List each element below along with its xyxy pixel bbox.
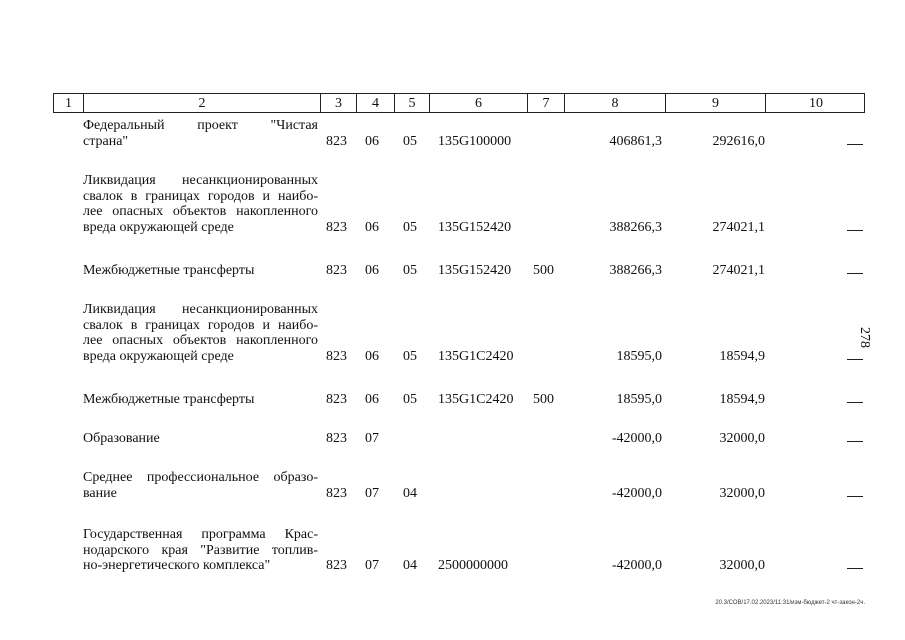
cell-c3: 823: [326, 348, 347, 364]
row-name-line: Среднее профессиональное образо-: [83, 470, 318, 485]
cell-c3: 823: [326, 263, 347, 278]
cell-c8: 388266,3: [609, 263, 662, 278]
cell-c7: 500: [533, 392, 554, 407]
header-col-6: 6: [430, 94, 528, 112]
row-name-line: страна": [83, 133, 129, 149]
cell-c5: 04: [403, 485, 417, 501]
cell-c5: 05: [403, 392, 417, 407]
cell-c3: 823: [326, 133, 347, 149]
cell-c9: 18594,9: [719, 348, 765, 364]
row-name-line: лее опасных объектов накопленного: [83, 333, 318, 348]
dash-mark: [847, 496, 863, 497]
cell-c8: 18595,0: [616, 348, 662, 364]
cell-c4: 06: [365, 133, 379, 149]
row-name: [83, 431, 318, 447]
cell-c6: 2500000000: [438, 558, 508, 573]
cell-c4: 06: [365, 392, 379, 407]
row-name-line: Межбюджетные трансферты: [83, 263, 255, 278]
row-name-line: вание: [83, 485, 117, 501]
cell-c9: 32000,0: [719, 485, 765, 501]
dash-mark: [847, 441, 863, 442]
header-col-5: 5: [395, 94, 430, 112]
table-header: [53, 93, 865, 113]
cell-c8: -42000,0: [611, 431, 662, 446]
header-col-1: 1: [54, 94, 84, 112]
header-col-10: 10: [809, 96, 823, 111]
cell-c3: 823: [326, 219, 347, 235]
row-name: [83, 302, 318, 364]
cell-c5: 05: [403, 133, 417, 149]
header-col-9: 9: [666, 94, 766, 112]
cell-c4: 07: [365, 558, 379, 573]
cell-c9: 32000,0: [719, 431, 765, 446]
cell-c5: 04: [403, 558, 417, 573]
cell-c5: 05: [403, 263, 417, 278]
row-name-line: вреда окружающей среде: [83, 219, 234, 235]
cell-c7: 500: [533, 263, 554, 278]
cell-c6: 135G100000: [438, 133, 512, 149]
footer-stamp: 20.3/СОВ/17.02.2023/11:31/изм-бюджет-2 чт-закон-2ч.: [715, 600, 865, 606]
dash-mark: [847, 402, 863, 403]
row-name: [83, 470, 318, 501]
page-number: 278: [857, 327, 872, 348]
row-name: [83, 263, 318, 279]
row-name-line: лее опасных объектов накопленного: [83, 204, 318, 219]
cell-c9: 274021,1: [712, 219, 765, 235]
row-name-line: нодарского края "Развитие топлив-: [83, 542, 318, 558]
cell-c4: 06: [365, 219, 379, 235]
cell-c8: 406861,3: [609, 133, 662, 149]
cell-c4: 06: [365, 348, 379, 364]
cell-c8: 388266,3: [609, 219, 662, 235]
row-name-line: вреда окружающей среде: [83, 348, 234, 364]
cell-c4: 06: [365, 263, 379, 278]
dash-mark: [847, 230, 863, 231]
cell-c3: 823: [326, 431, 347, 446]
cell-c6: 135G1C2420: [438, 392, 514, 407]
cell-c6: 135G152420: [438, 219, 512, 235]
cell-c6: 135G152420: [438, 263, 512, 278]
cell-c3: 823: [326, 558, 347, 573]
row-name-line: свалок в границах городов и наибо-: [83, 188, 318, 204]
cell-c3: 823: [326, 485, 347, 501]
cell-c9: 32000,0: [719, 558, 765, 573]
cell-c6: 135G1C2420: [438, 348, 514, 364]
row-name-line: Ликвидация несанкционированных: [83, 173, 318, 188]
cell-c3: 823: [326, 392, 347, 407]
cell-c4: 07: [365, 431, 379, 446]
header-col-3: 3: [321, 94, 357, 112]
dash-mark: [847, 273, 863, 274]
cell-c9: 274021,1: [712, 263, 765, 278]
row-name: [83, 392, 318, 408]
dash-mark: [847, 568, 863, 569]
cell-c9: 292616,0: [712, 133, 765, 149]
row-name-line: Федеральный проект "Чистая: [83, 118, 318, 133]
cell-c4: 07: [365, 485, 379, 501]
cell-c8: 18595,0: [616, 392, 662, 407]
cell-c5: 05: [403, 348, 417, 364]
row-name-line: но-энергетического комплекса": [83, 558, 271, 573]
cell-c5: 05: [403, 219, 417, 235]
dash-mark: [847, 359, 863, 360]
row-name-line: Ликвидация несанкционированных: [83, 302, 318, 317]
row-name: [83, 118, 318, 149]
cell-c8: -42000,0: [611, 558, 662, 573]
cell-c8: -42000,0: [611, 485, 662, 501]
row-name-line: Государственная программа Крас-: [83, 527, 318, 542]
header-col-7: 7: [528, 94, 565, 112]
header-col-2: 2: [84, 94, 321, 112]
row-name-line: Межбюджетные трансферты: [83, 392, 255, 407]
header-col-8: 8: [565, 94, 666, 112]
row-name-line: свалок в границах городов и наибо-: [83, 317, 318, 333]
cell-c9: 18594,9: [719, 392, 765, 407]
header-col-4: 4: [357, 94, 395, 112]
row-name: [83, 527, 318, 574]
dash-mark: [847, 144, 863, 145]
row-name: [83, 173, 318, 235]
row-name-line: Образование: [83, 431, 160, 446]
